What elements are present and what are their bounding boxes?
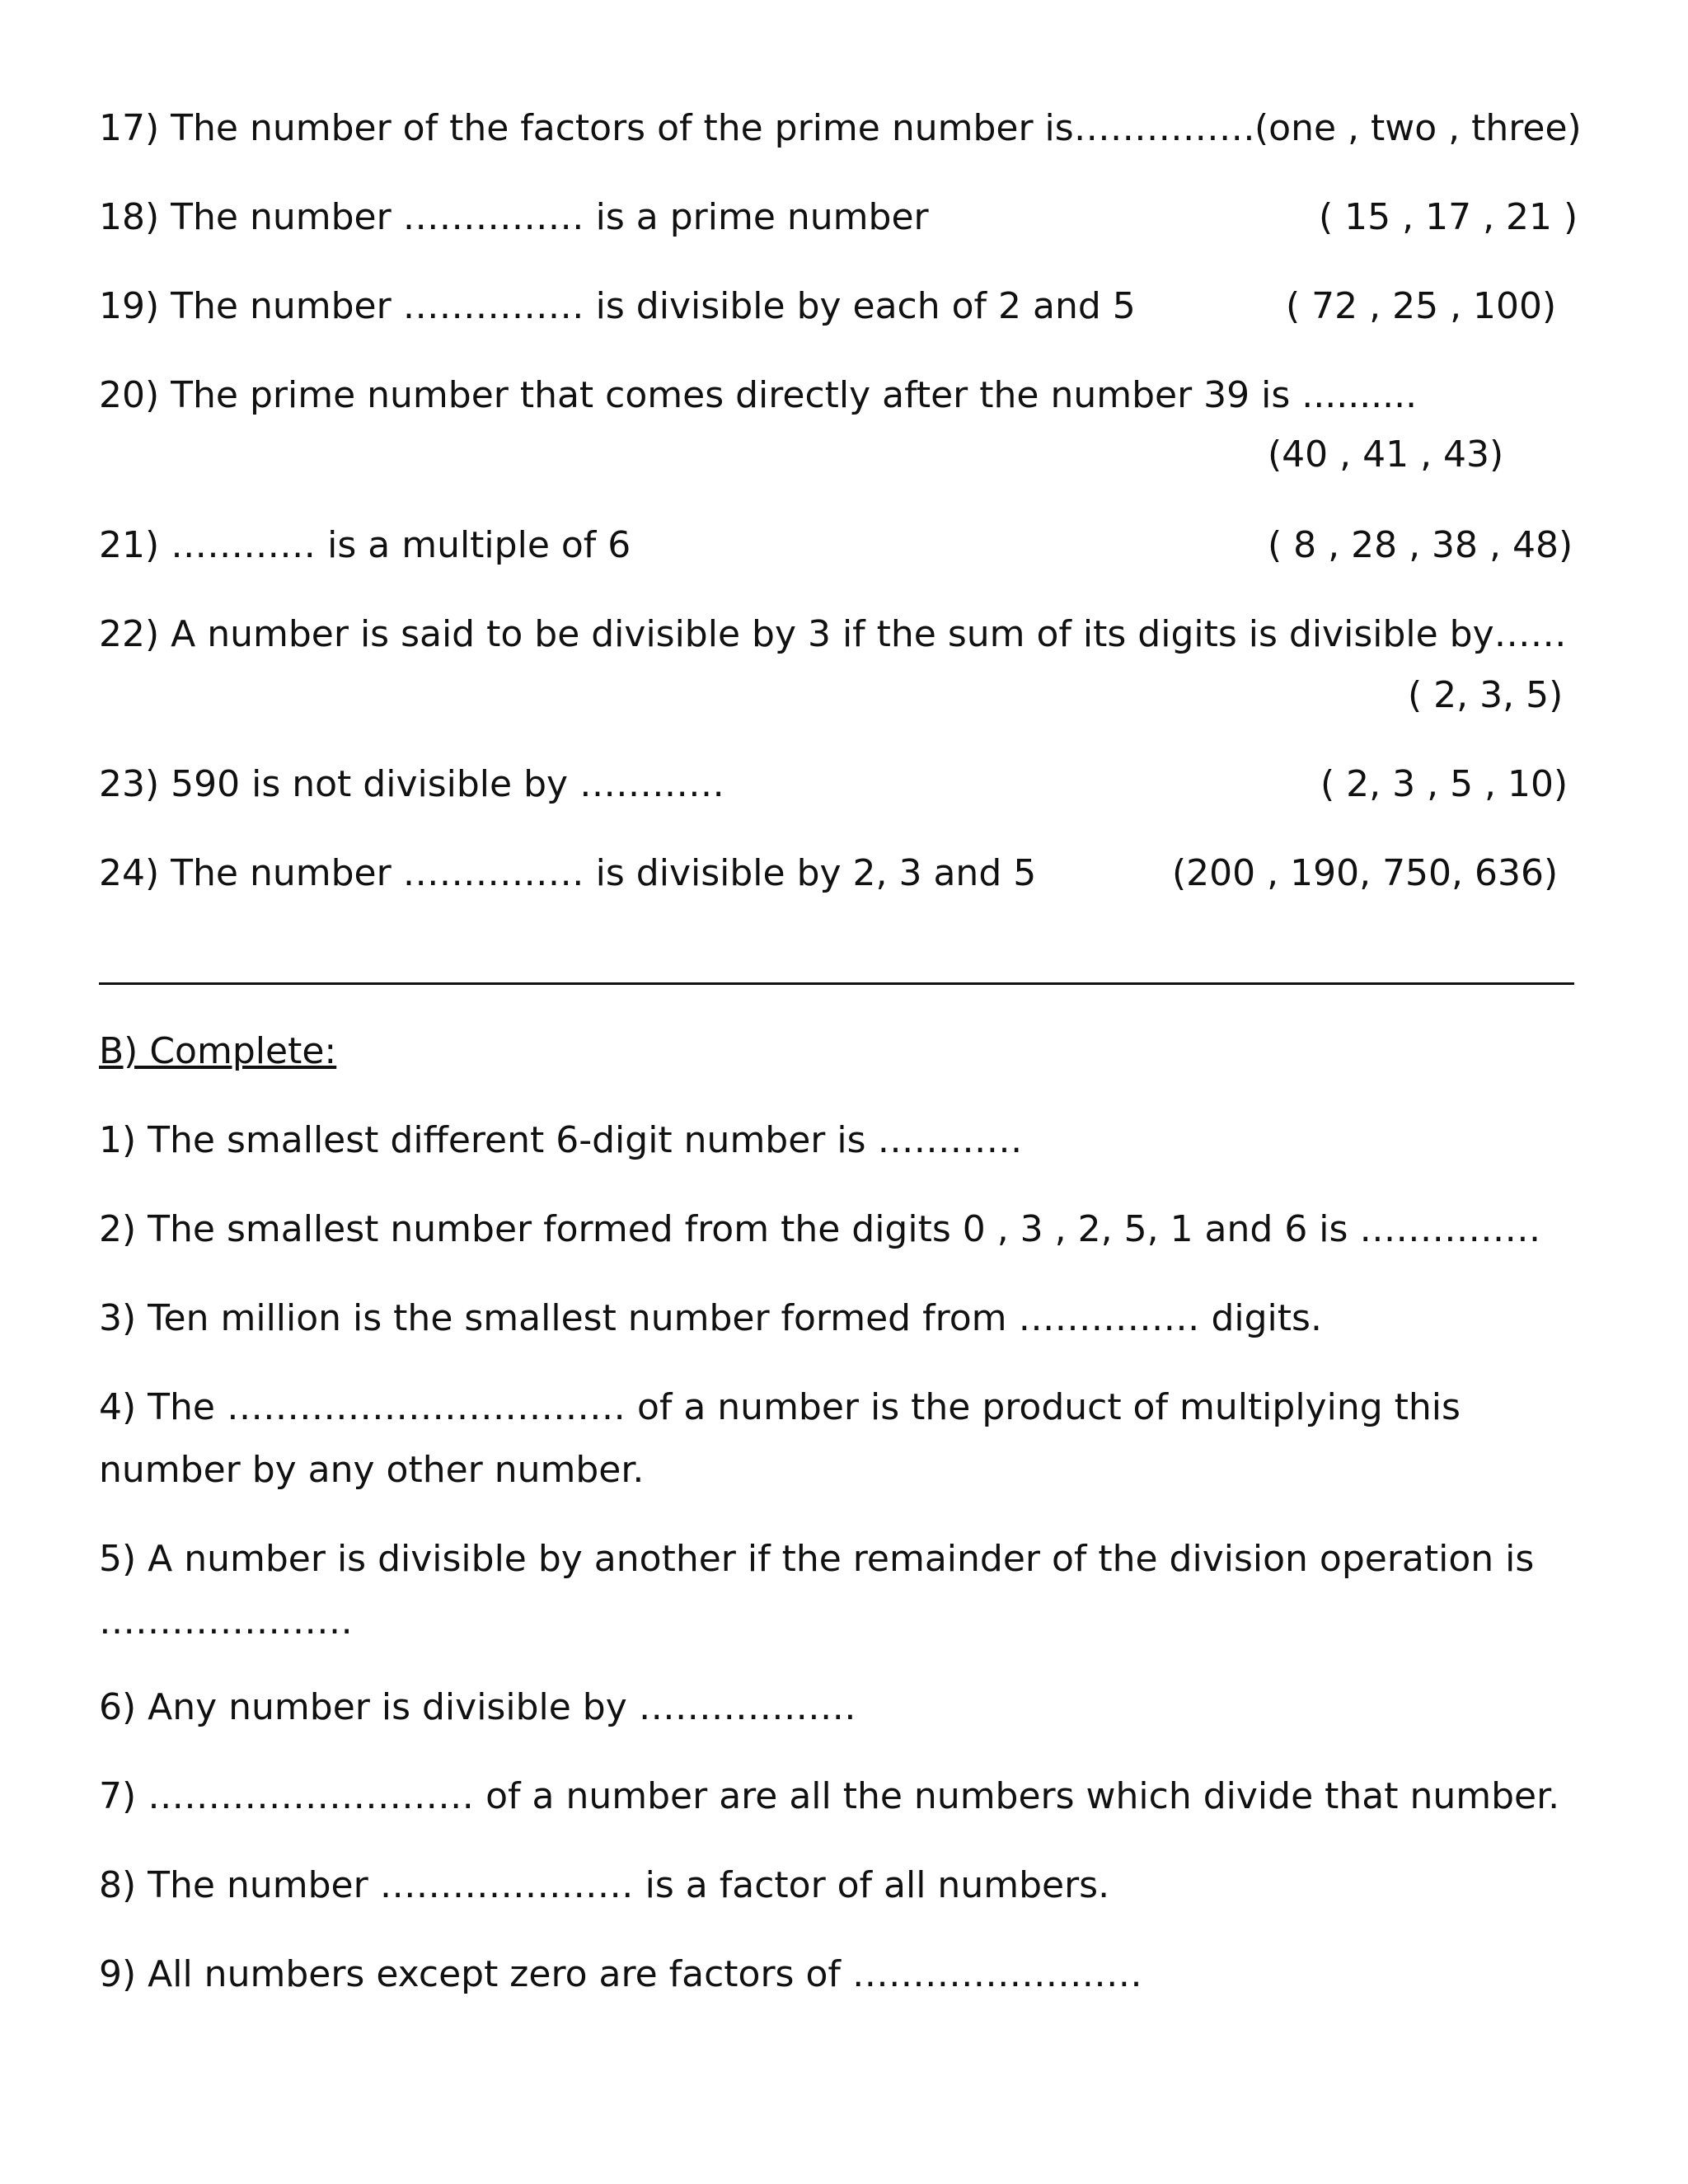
question-22-text: 22) A number is said to be divisible by 3 if the sum of its digits is divisible by…… xyxy=(99,613,1567,655)
complete-item-6: 6) Any number is divisible by ……………… xyxy=(99,1686,856,1728)
complete-item-9: 9) All numbers except zero are factors of …………………… xyxy=(99,1953,1142,1995)
question-23-options: ( 2, 3 , 5 , 10) xyxy=(1320,763,1568,805)
question-20-text: 20) The prime number that comes directly after the number 39 is .......... xyxy=(99,374,1418,416)
question-22-options: ( 2, 3, 5) xyxy=(1408,674,1564,716)
question-20-options: (40 , 41 , 43) xyxy=(1268,434,1504,476)
complete-item-8: 8) The number ………………… is a factor of all numbers. xyxy=(99,1864,1110,1906)
complete-item-5: 5) A number is divisible by another if the remainder of the division operation is ………………… xyxy=(99,1538,1535,1643)
complete-item-7: 7) ……………………… of a number are all the numbers which divide that number. xyxy=(99,1775,1560,1817)
question-21-text: 21) ………… is a multiple of 6 xyxy=(99,524,631,566)
question-18-options: ( 15 , 17 , 21 ) xyxy=(1319,196,1578,238)
question-23-text: 23) 590 is not divisible by ………… xyxy=(99,763,725,805)
complete-item-3: 3) Ten million is the smallest number formed from …………… digits. xyxy=(99,1297,1322,1339)
question-17-text: 17) The number of the factors of the prime number is…………… xyxy=(99,107,1255,149)
question-19-text: 19) The number …………… is divisible by each of 2 and 5 xyxy=(99,285,1136,327)
section-b-heading: B) Complete: xyxy=(99,1030,337,1072)
complete-item-2: 2) The smallest number formed from the digits 0 , 3 , 2, 5, 1 and 6 is …………… xyxy=(99,1208,1541,1250)
question-24-options: (200 , 190, 750, 636) xyxy=(1172,852,1559,894)
complete-item-1: 1) The smallest different 6-digit number is ………… xyxy=(99,1119,1023,1161)
question-21-options: ( 8 , 28 , 38 , 48) xyxy=(1268,524,1573,566)
complete-item-4: 4) The …………………………… of a number is the product of multiplying this number by any other number. xyxy=(99,1386,1461,1491)
question-24-text: 24) The number …………… is divisible by 2, 3 and 5 xyxy=(99,852,1037,894)
section-divider xyxy=(99,982,1574,985)
question-17-options: (one , two , three) xyxy=(1254,107,1582,149)
question-18-text: 18) The number …………… is a prime number xyxy=(99,196,929,238)
question-19-options: ( 72 , 25 , 100) xyxy=(1286,285,1557,327)
